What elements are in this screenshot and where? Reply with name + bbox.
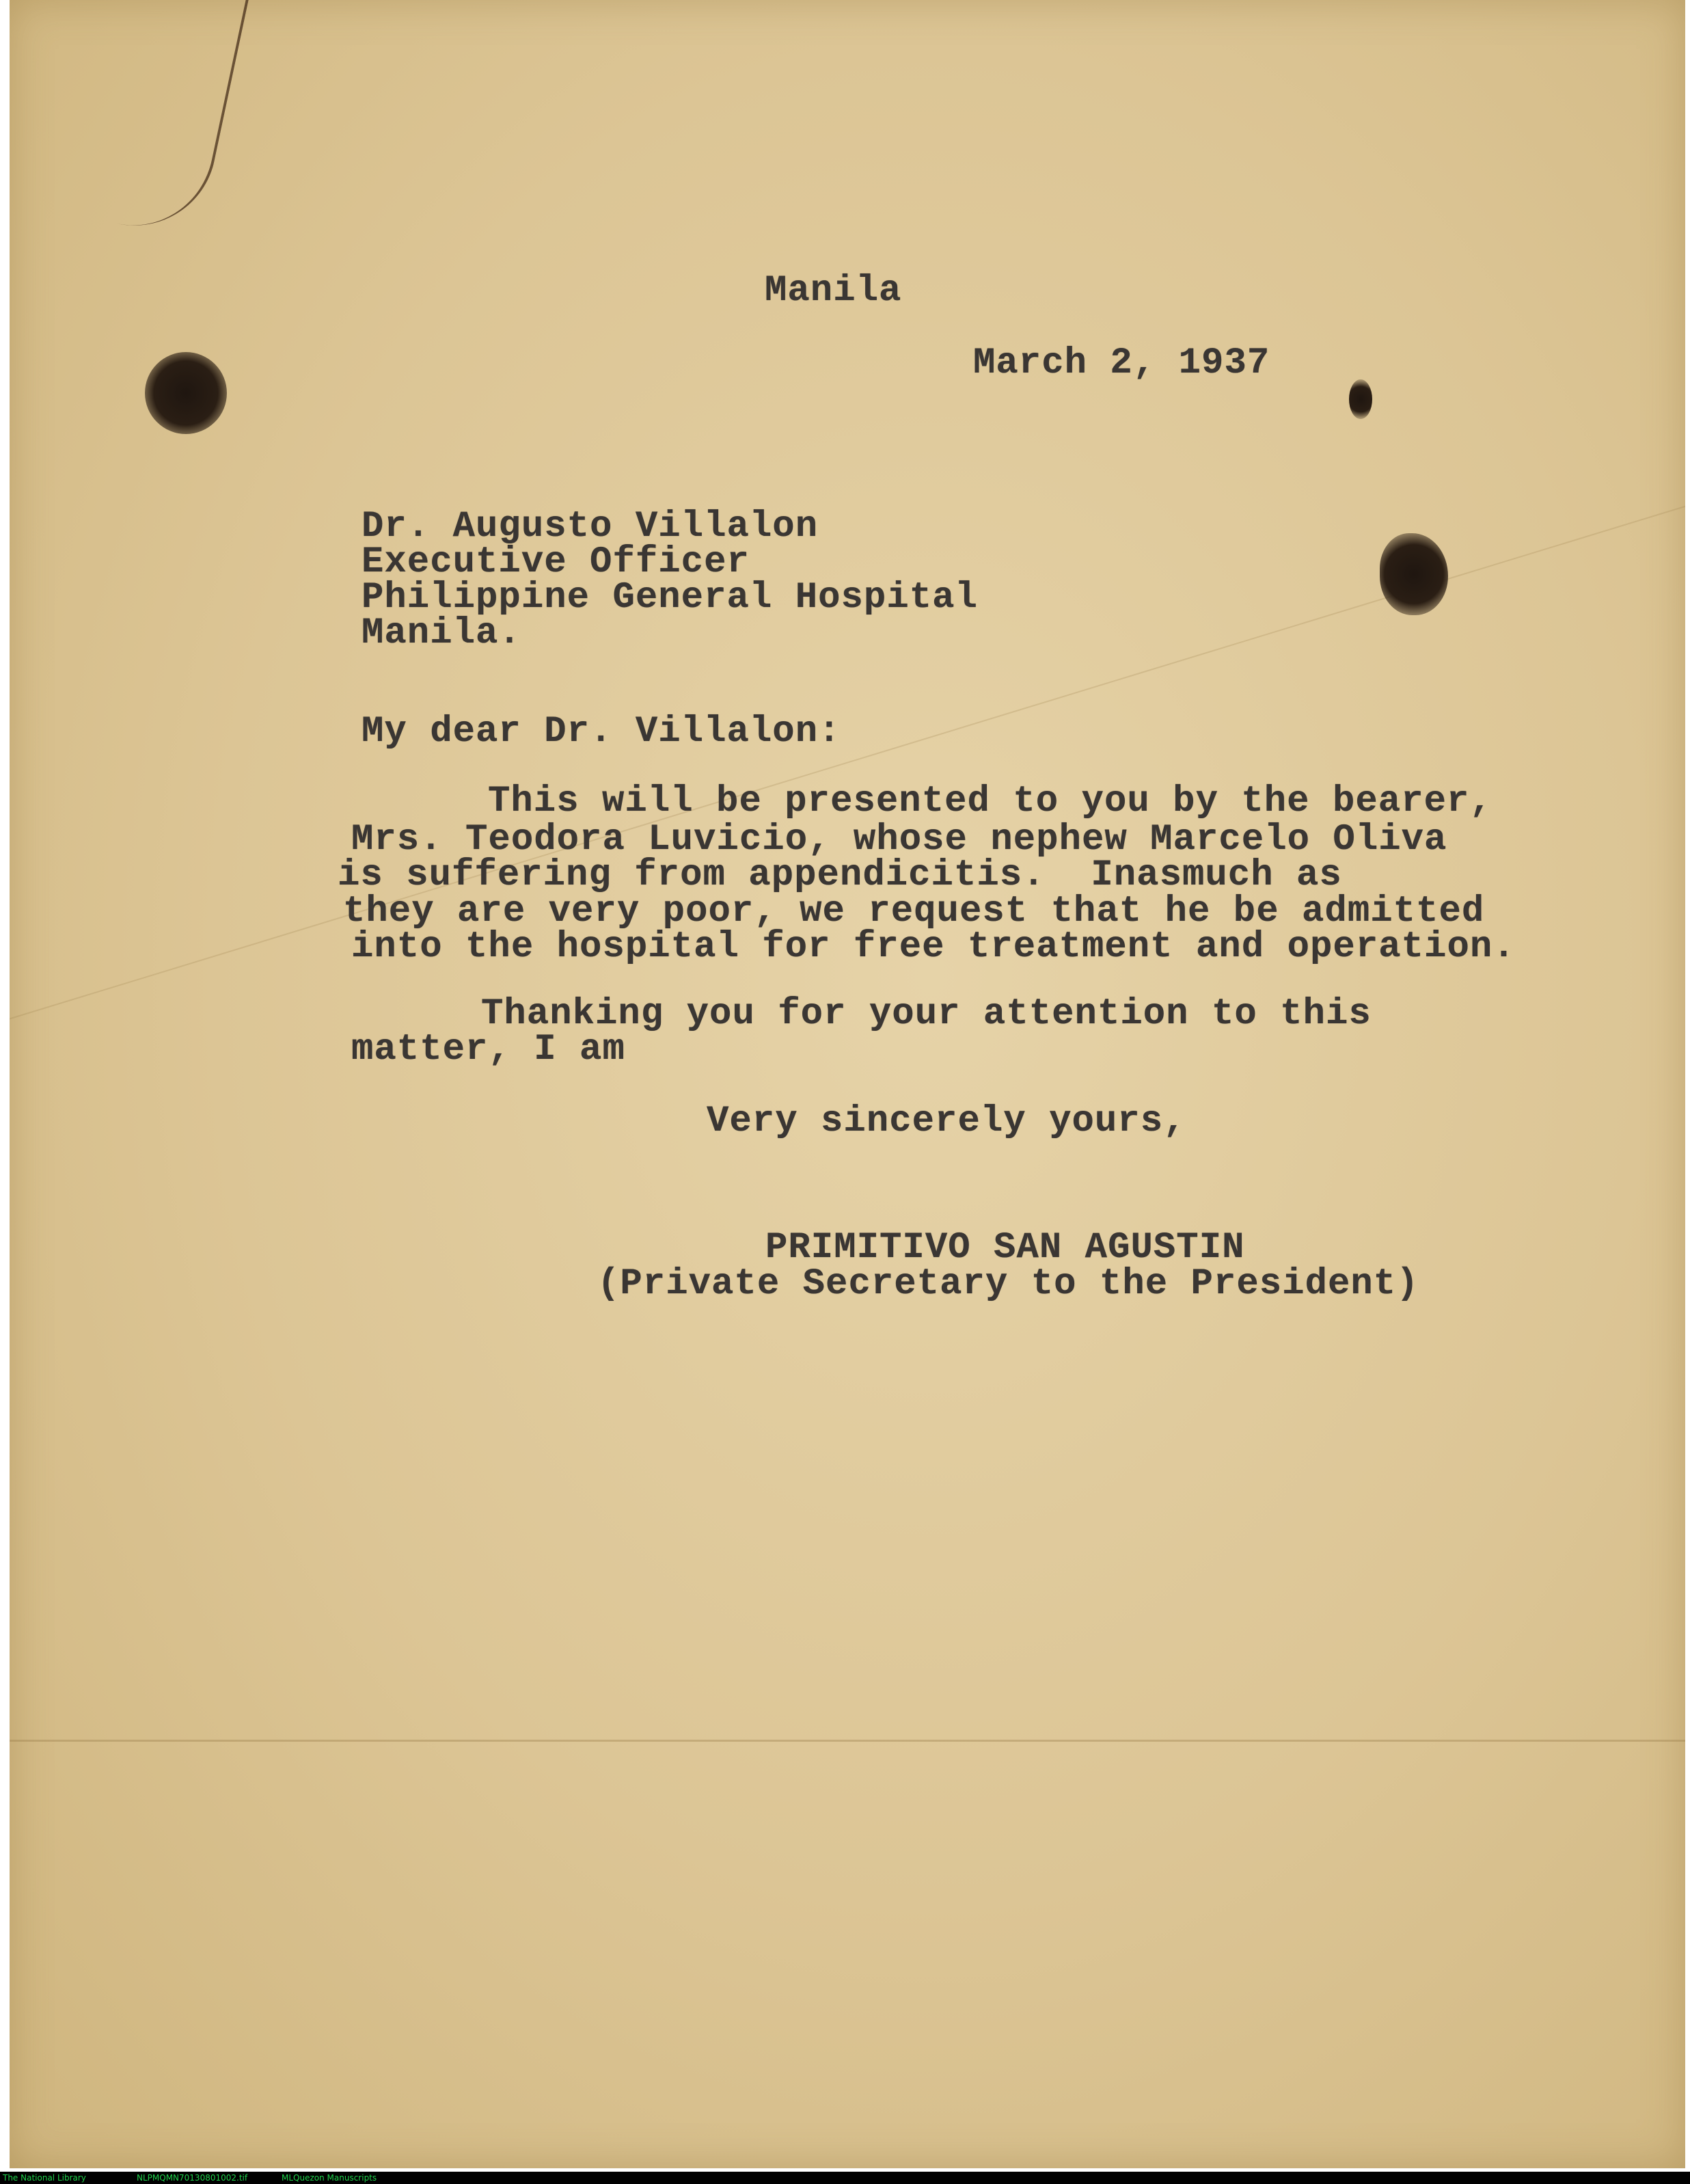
- letter-paper: [10, 0, 1685, 2168]
- letter-date: March 2, 1937: [973, 342, 1270, 384]
- body-line: is suffering from appendicitis. Inasmuch as: [338, 854, 1342, 896]
- body-line: Mrs. Teodora Luvicio, whose nephew Marcelo Oliva: [351, 819, 1447, 861]
- fold-line: [10, 1740, 1685, 1742]
- ink-blot: [1349, 379, 1372, 419]
- body-line: Thanking you for your attention to this: [481, 993, 1372, 1035]
- recipient-name: Dr. Augusto Villalon: [362, 506, 819, 548]
- body-line: into the hospital for free treatment and operation.: [351, 926, 1516, 968]
- body-line: matter, I am: [351, 1029, 625, 1070]
- salutation: My dear Dr. Villalon:: [362, 711, 841, 753]
- recipient-institution: Philippine General Hospital: [362, 577, 978, 619]
- recipient-title: Executive Officer: [362, 541, 750, 583]
- ink-blot: [1380, 533, 1448, 615]
- body-line: This will be presented to you by the bearer,: [488, 781, 1493, 822]
- footer-collection: MLQuezon Manuscripts: [282, 2173, 377, 2183]
- footer-filename: NLPMQMN70130801002.tif: [137, 2173, 248, 2183]
- closing: Very sincerely yours,: [707, 1101, 1186, 1142]
- footer-bar: [0, 2172, 1690, 2184]
- recipient-city: Manila.: [362, 612, 521, 654]
- footer-library: The National Library: [3, 2173, 86, 2183]
- pen-mark: [94, 0, 248, 241]
- body-line: they are very poor, we request that he be admitted: [343, 891, 1485, 932]
- ink-blot: [145, 352, 227, 434]
- signature-name: PRIMITIVO SAN AGUSTIN: [765, 1227, 1245, 1269]
- signature-title: (Private Secretary to the President): [597, 1263, 1419, 1305]
- letter-place: Manila: [765, 270, 902, 312]
